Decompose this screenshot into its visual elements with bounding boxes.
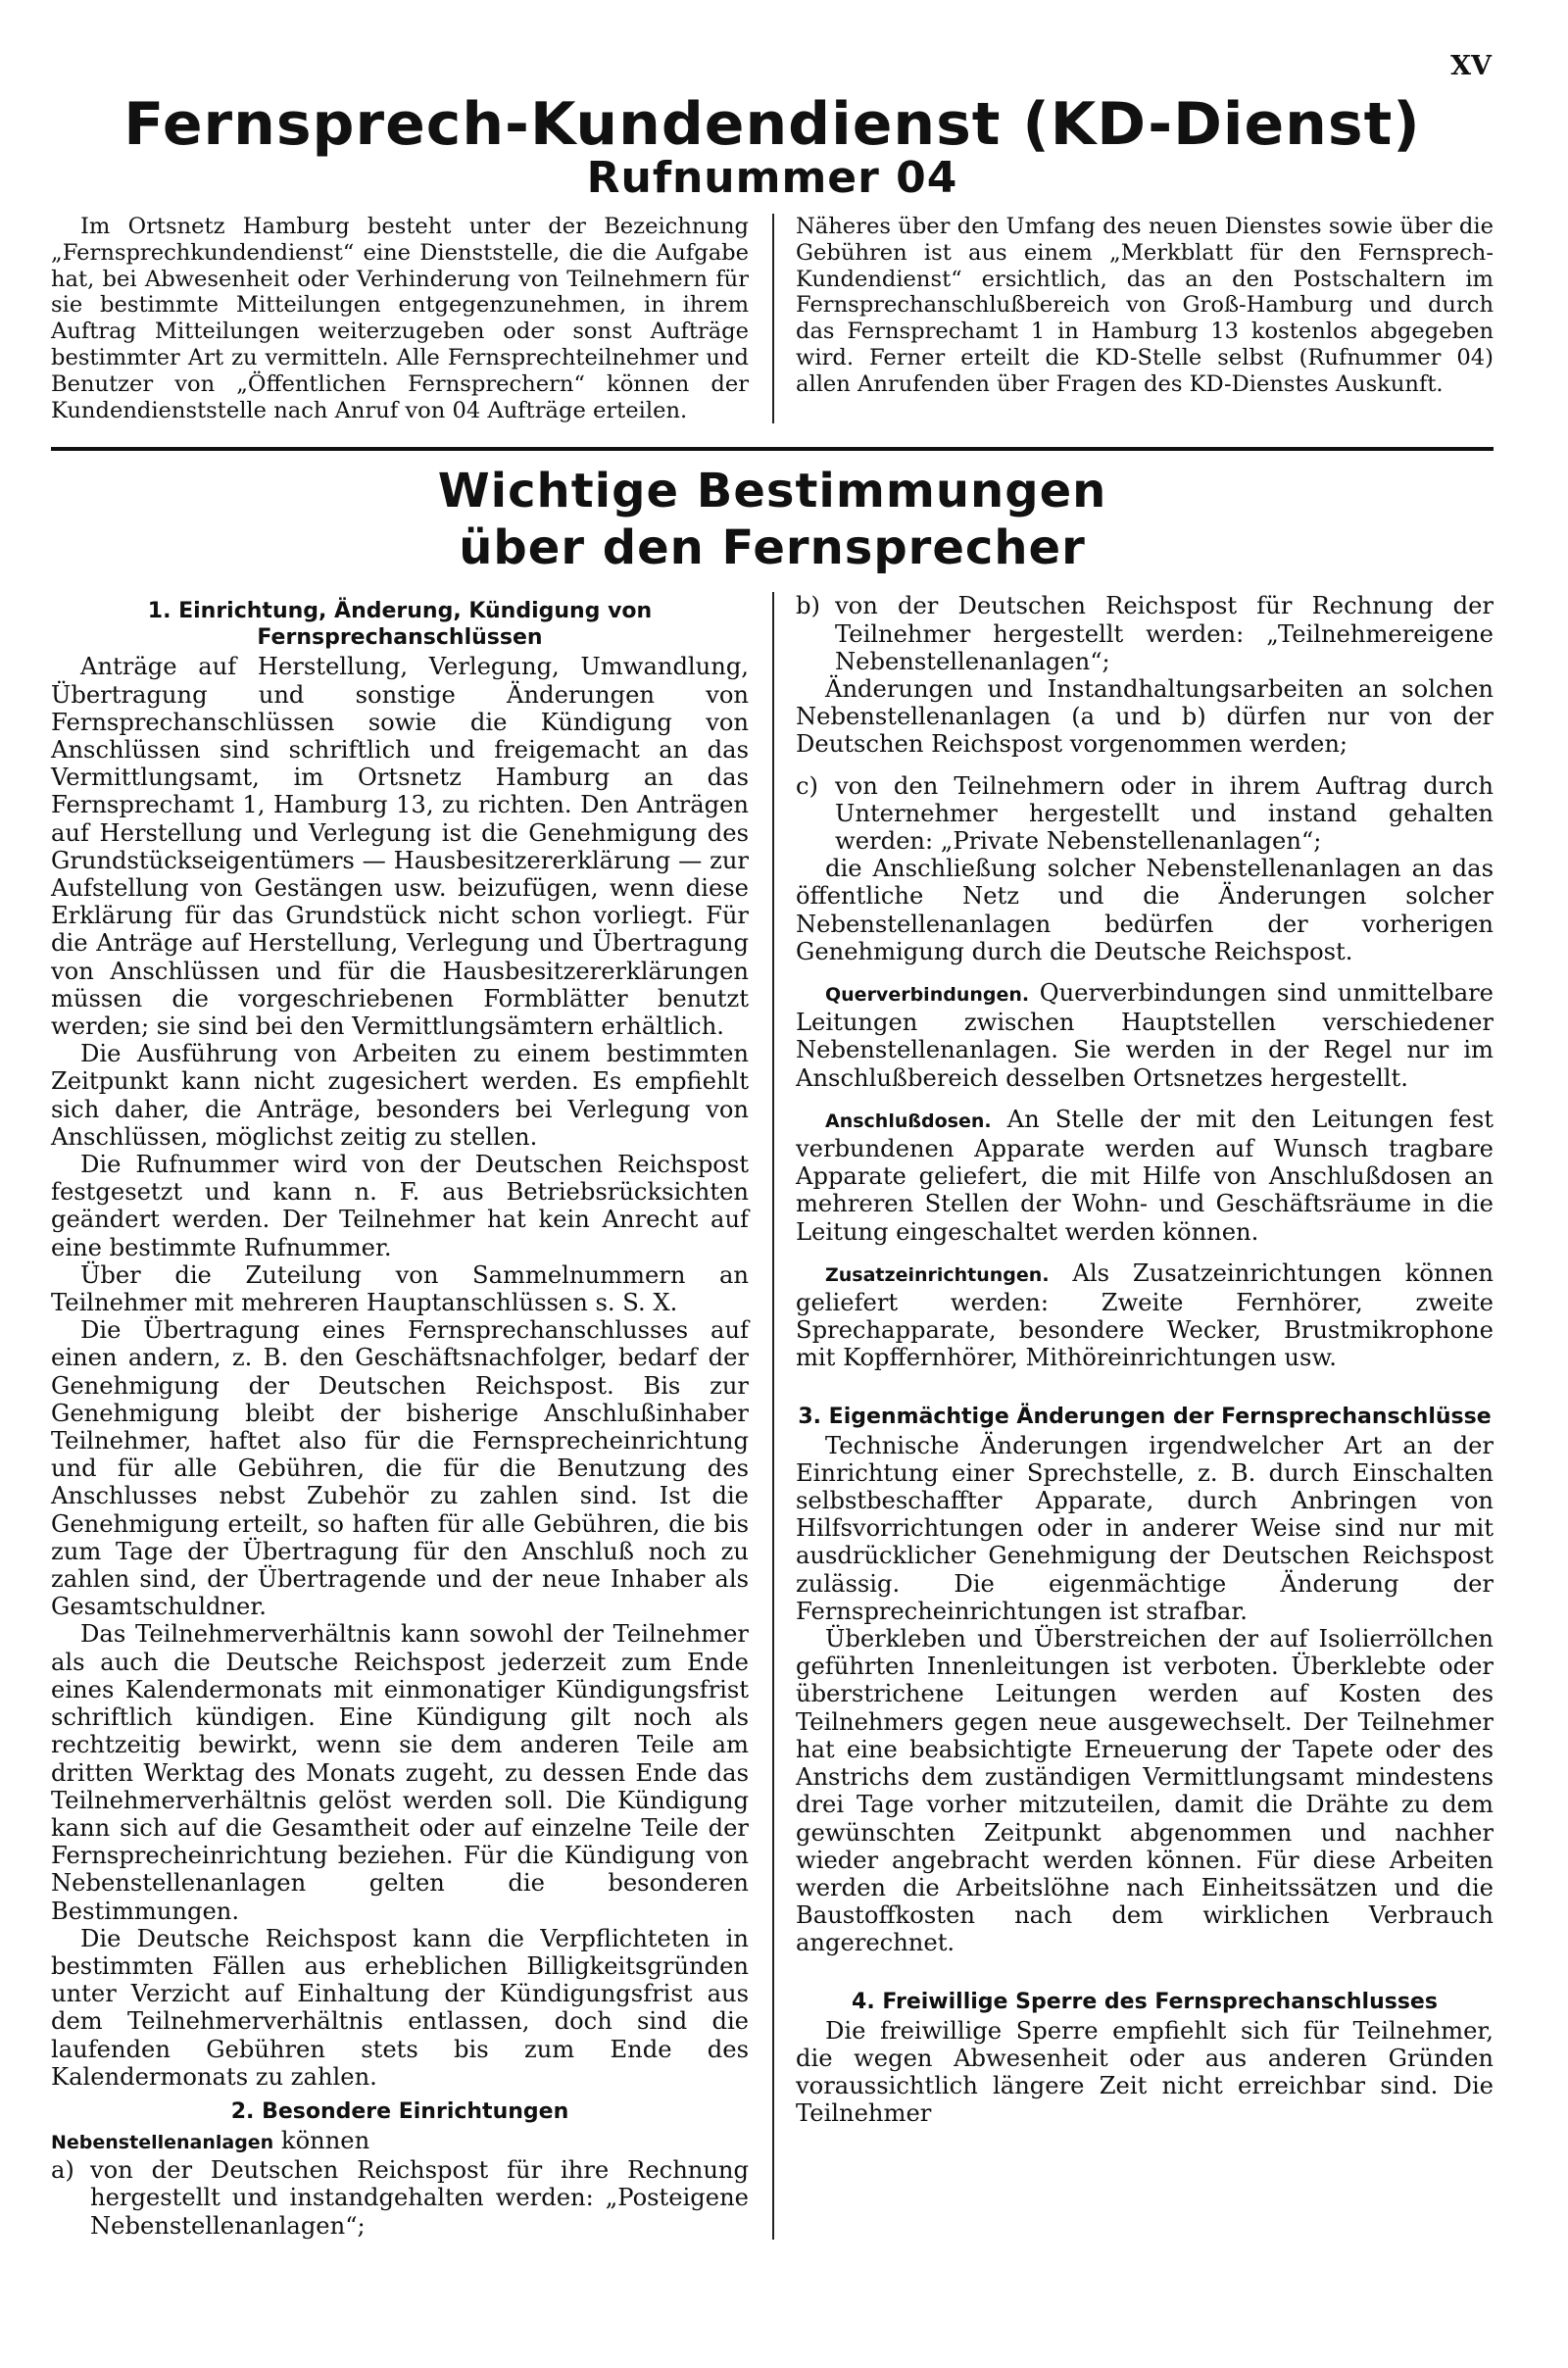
- paragraph: Die freiwillige Sperre empfiehlt sich für Teilnehmer, die wegen Abwesenheit oder aus anderen Gründen voraussichtlich längere Zeit nicht erreichbar sind. Die Teilnehmer: [796, 2016, 1494, 2128]
- paragraph: Die Übertragung eines Fernsprechanschlusses auf einen andern, z. B. den Geschäftsnachfolger, bedarf der Genehmigung der Deutschen Reichspost. Bis zur Genehmigung bleibt der bisherige Anschlußinhaber Teilnehmer, haftet also für die Fernsprecheinrichtung und für alle Gebühren, die für die Benutzung des Anschlusses nebst Zubehör zu zahlen sind. Ist die Genehmigung erteilt, so haften für alle Gebühren, die bis zum Tage der Übertragung für den Anschluß noch zu zahlen sind, der Übertragende und der neue Inhaber als Gesamtschuldner.: [51, 1316, 749, 1621]
- paragraph: Überkleben und Überstreichen der auf Isolierröllchen geführten Innenleitungen ist verboten. Überklebte oder überstrichene Leitungen werden auf Kosten des Teilnehmers gegen neue ausgewechselt. Der Teilnehmer hat eine beabsichtigte Erneuerung der Tapete oder des Anstrichs dem zuständigen Vermittlungsamt mindestens drei Tage vorher mitzuteilen, damit die Drähte zu dem gewünschten Zeitpunkt abgenommen und nachher wieder angebracht werden können. Für diese Arbeiten werden die Arbeitslöhne nach Einheitssätzen und die Baustoffkosten nach dem wirklichen Verbrauch angerechnet.: [796, 1625, 1494, 1957]
- list-label: c): [796, 771, 818, 800]
- column-divider: [772, 214, 774, 423]
- paragraph: Anschlußdosen. An Stelle der mit den Leitungen fest verbundenen Apparate werden auf Wunsch tragbare Apparate geliefert, die mit Hilfe von Anschlußdosen an mehreren Stellen der Wohn- und Geschäftsräume in die Leitung eingeschaltet werden können.: [796, 1105, 1494, 1246]
- list-item-c: [796, 772, 1494, 856]
- left-column: [51, 592, 749, 2239]
- kd-right-text: Näheres über den Umfang des neuen Dienstes sowie über die Gebühren ist aus einem „Merkblatt für den Fernsprech-Kundendienst“ ersichtlich, das an den Postschaltern im Fernsprechanschlußbereich von Groß-Hamburg und durch das Fernsprechamt 1 in Hamburg 13 kostenlos abgegeben wird. Ferner erteilt die KD-Stelle selbst (Rufnummer 04) allen Anrufenden über Fragen des KD-Dienstes Auskunft.: [796, 214, 1494, 397]
- paragraph: Querverbindungen. Querverbindungen sind unmittelbare Leitungen zwischen Hauptstellen verschiedener Nebenstellenanlagen. Sie werden in der Regel nur im Anschlußbereich desselben Ortsnetzes hergestellt.: [796, 979, 1494, 1092]
- main-title-line-2: über den Fernsprecher: [459, 520, 1086, 576]
- paragraph: Über die Zuteilung von Sammelnummern an Teilnehmer mit mehreren Hauptanschlüssen s. S. X.: [51, 1260, 749, 1317]
- paragraph: Die Rufnummer wird von der Deutschen Reichspost festgesetzt und kann n. F. aus Betriebsrücksichten geändert werden. Der Teilnehmer hat kein Anrecht auf eine bestimmte Rufnummer.: [51, 1151, 749, 1261]
- run-in-heading: Zusatzeinrichtungen.: [825, 1263, 1050, 1286]
- section-2-heading: 2. Besondere Einrichtungen: [230, 2098, 569, 2124]
- list-label: b): [796, 592, 820, 620]
- right-column: [796, 592, 1494, 2239]
- nebenstellen-label: Nebenstellenanlagen: [51, 2131, 274, 2153]
- main-columns: [51, 592, 1494, 2239]
- kd-left-text: Im Ortsnetz Hamburg besteht unter der Bezeichnung „Fernsprechkundendienst“ eine Dienststelle, die die Aufgabe hat, bei Abwesenheit oder Verhinderung von Teilnehmern für sie bestimmte Mitteilungen entgegenzunehmen, in ihrem Auftrag Mitteilungen weiterzugeben oder sonst Aufträge bestimmter Art zu vermitteln. Alle Fernsprechteilnehmer und Benutzer von „Öffentlichen Fernsprechern“ können der Kundendienststelle nach Anruf von 04 Aufträge erteilen.: [51, 214, 749, 423]
- section-2-intro: [51, 2127, 749, 2156]
- kd-right-column: [796, 214, 1494, 423]
- section-1-heading: 1. Einrichtung, Änderung, Kündigung von Fernsprechanschlüssen: [147, 599, 653, 651]
- list-text: von der Deutschen Reichspost für Rechnung der Teilnehmer hergestellt werden: „Teilnehmereigene Nebenstellenanlagen“;: [835, 592, 1494, 675]
- list-subtext: Änderungen und Instandhaltungsarbeiten an solchen Nebenstellenanlagen (a und b) dürfen nur von der Deutschen Reichspost vorgenommen werden;: [796, 674, 1494, 759]
- main-title-line-1: Wichtige Bestimmungen: [437, 464, 1107, 519]
- paragraph: Die Ausführung von Arbeiten zu einem bestimmten Zeitpunkt kann nicht zugesichert werden. Es empfiehlt sich daher, die Anträge, besonders bei Verlegung von Anschlüssen, möglichst zeitig zu stellen.: [51, 1040, 749, 1151]
- list-item-b: [796, 592, 1494, 675]
- section-3-heading: 3. Eigenmächtige Änderungen der Fernsprechanschlüsse: [798, 1404, 1492, 1429]
- paragraph: Zusatzeinrichtungen. Als Zusatzeinrichtungen können geliefert werden: Zweite Fernhörer, zweite Sprechapparate, besondere Wecker, Brustmikrophone mit Kopffernhörer, Mithöreinrichtungen usw.: [796, 1258, 1494, 1372]
- paragraph: Anträge auf Herstellung, Verlegung, Umwandlung, Übertragung und sonstige Änderungen von Fernsprechanschlüssen sowie die Kündigung von Anschlüssen sind schriftlich und freigemacht an das Vermittlungsamt, im Ortsnetz Hamburg an das Fernsprechamt 1, Hamburg 13, zu richten. Den Anträgen auf Herstellung und Verlegung ist die Genehmigung des Grundstückseigentümers — Hausbesitzererklärung — zur Aufstellung von Gestängen usw. beizufügen, wenn diese Erklärung für das Grundstück nicht schon vorliegt. Für die Anträge auf Herstellung, Verlegung und Übertragung von Anschlüssen und für die Hausbesitzererklärungen müssen die vorgeschriebenen Formblätter benutzt werden; sie sind bei den Vermittlungsämtern erhältlich.: [51, 653, 749, 1041]
- paragraph: Die Deutsche Reichspost kann die Verpflichteten in bestimmten Fällen aus erheblichen Billigkeitsgründen unter Verzicht auf Einhaltung der Kündigungsfrist aus dem Teilnehmerverhältnis entlassen, doch sind die laufenden Gebühren stets bis zum Ende des Kalendermonats zu zahlen.: [51, 1924, 749, 2091]
- paragraph: Technische Änderungen irgendwelcher Art an der Einrichtung einer Sprechstelle, z. B. durch Einschalten selbstbeschaffter Apparate, durch Anbringen von Hilfsvorrichtungen oder in anderer Weise sind nur mit ausdrücklicher Genehmigung der Deutschen Reichspost zulässig. Die eigenmächtige Änderung der Fernsprecheinrichtungen ist strafbar.: [796, 1431, 1494, 1625]
- nebenstellen-rest: können: [273, 2126, 370, 2154]
- list-text: von der Deutschen Reichspost für ihre Rechnung hergestellt und instandgehalten werden: „Posteigene Nebenstellenanlagen“;: [90, 2156, 749, 2240]
- kd-title: Fernsprech-Kundendienst (KD-Dienst): [123, 90, 1421, 159]
- list-subtext: die Anschließung solcher Nebenstellenanlagen an das öffentliche Netz und die Änderungen solcher Nebenstellenanlagen bedürfen der vorherigen Genehmigung durch die Deutsche Reichspost.: [796, 855, 1494, 965]
- run-in-heading: Anschlußdosen.: [825, 1110, 992, 1132]
- kd-subtitle: Rufnummer 04: [586, 153, 958, 203]
- kd-left-column: [51, 214, 749, 423]
- list-text: von den Teilnehmern oder in ihrem Auftrag durch Unternehmer hergestellt und instand gehalten werden: „Private Nebenstellenanlagen“;: [835, 771, 1494, 855]
- run-in-heading: Querverbindungen.: [825, 984, 1030, 1007]
- main-title: [51, 463, 1494, 576]
- column-divider: [772, 592, 774, 2239]
- page-number: XV: [1450, 51, 1492, 81]
- horizontal-rule: [51, 447, 1494, 451]
- paragraph: Das Teilnehmerverhältnis kann sowohl der Teilnehmer als auch die Deutsche Reichspost jederzeit zum Ende eines Kalendermonats mit einmonatiger Kündigungsfrist schriftlich kündigen. Eine Kündigung gilt noch als rechtzeitig bewirkt, wenn sie dem anderen Teile am dritten Werktag des Monats zugeht, zu dessen Ende das Teilnehmerverhältnis gelöst werden soll. Die Kündigung kann sich auf die Gesamtheit oder auf einzelne Teile der Fernsprecheinrichtung beziehen. Für die Kündigung von Nebenstellenanlagen gelten die besonderen Bestimmungen.: [51, 1620, 749, 1925]
- list-item-a: [51, 2156, 749, 2240]
- list-label: a): [51, 2156, 74, 2185]
- kd-columns: [51, 214, 1494, 423]
- section-4-heading: 4. Freiwillige Sperre des Fernsprechanschlusses: [852, 1989, 1438, 2014]
